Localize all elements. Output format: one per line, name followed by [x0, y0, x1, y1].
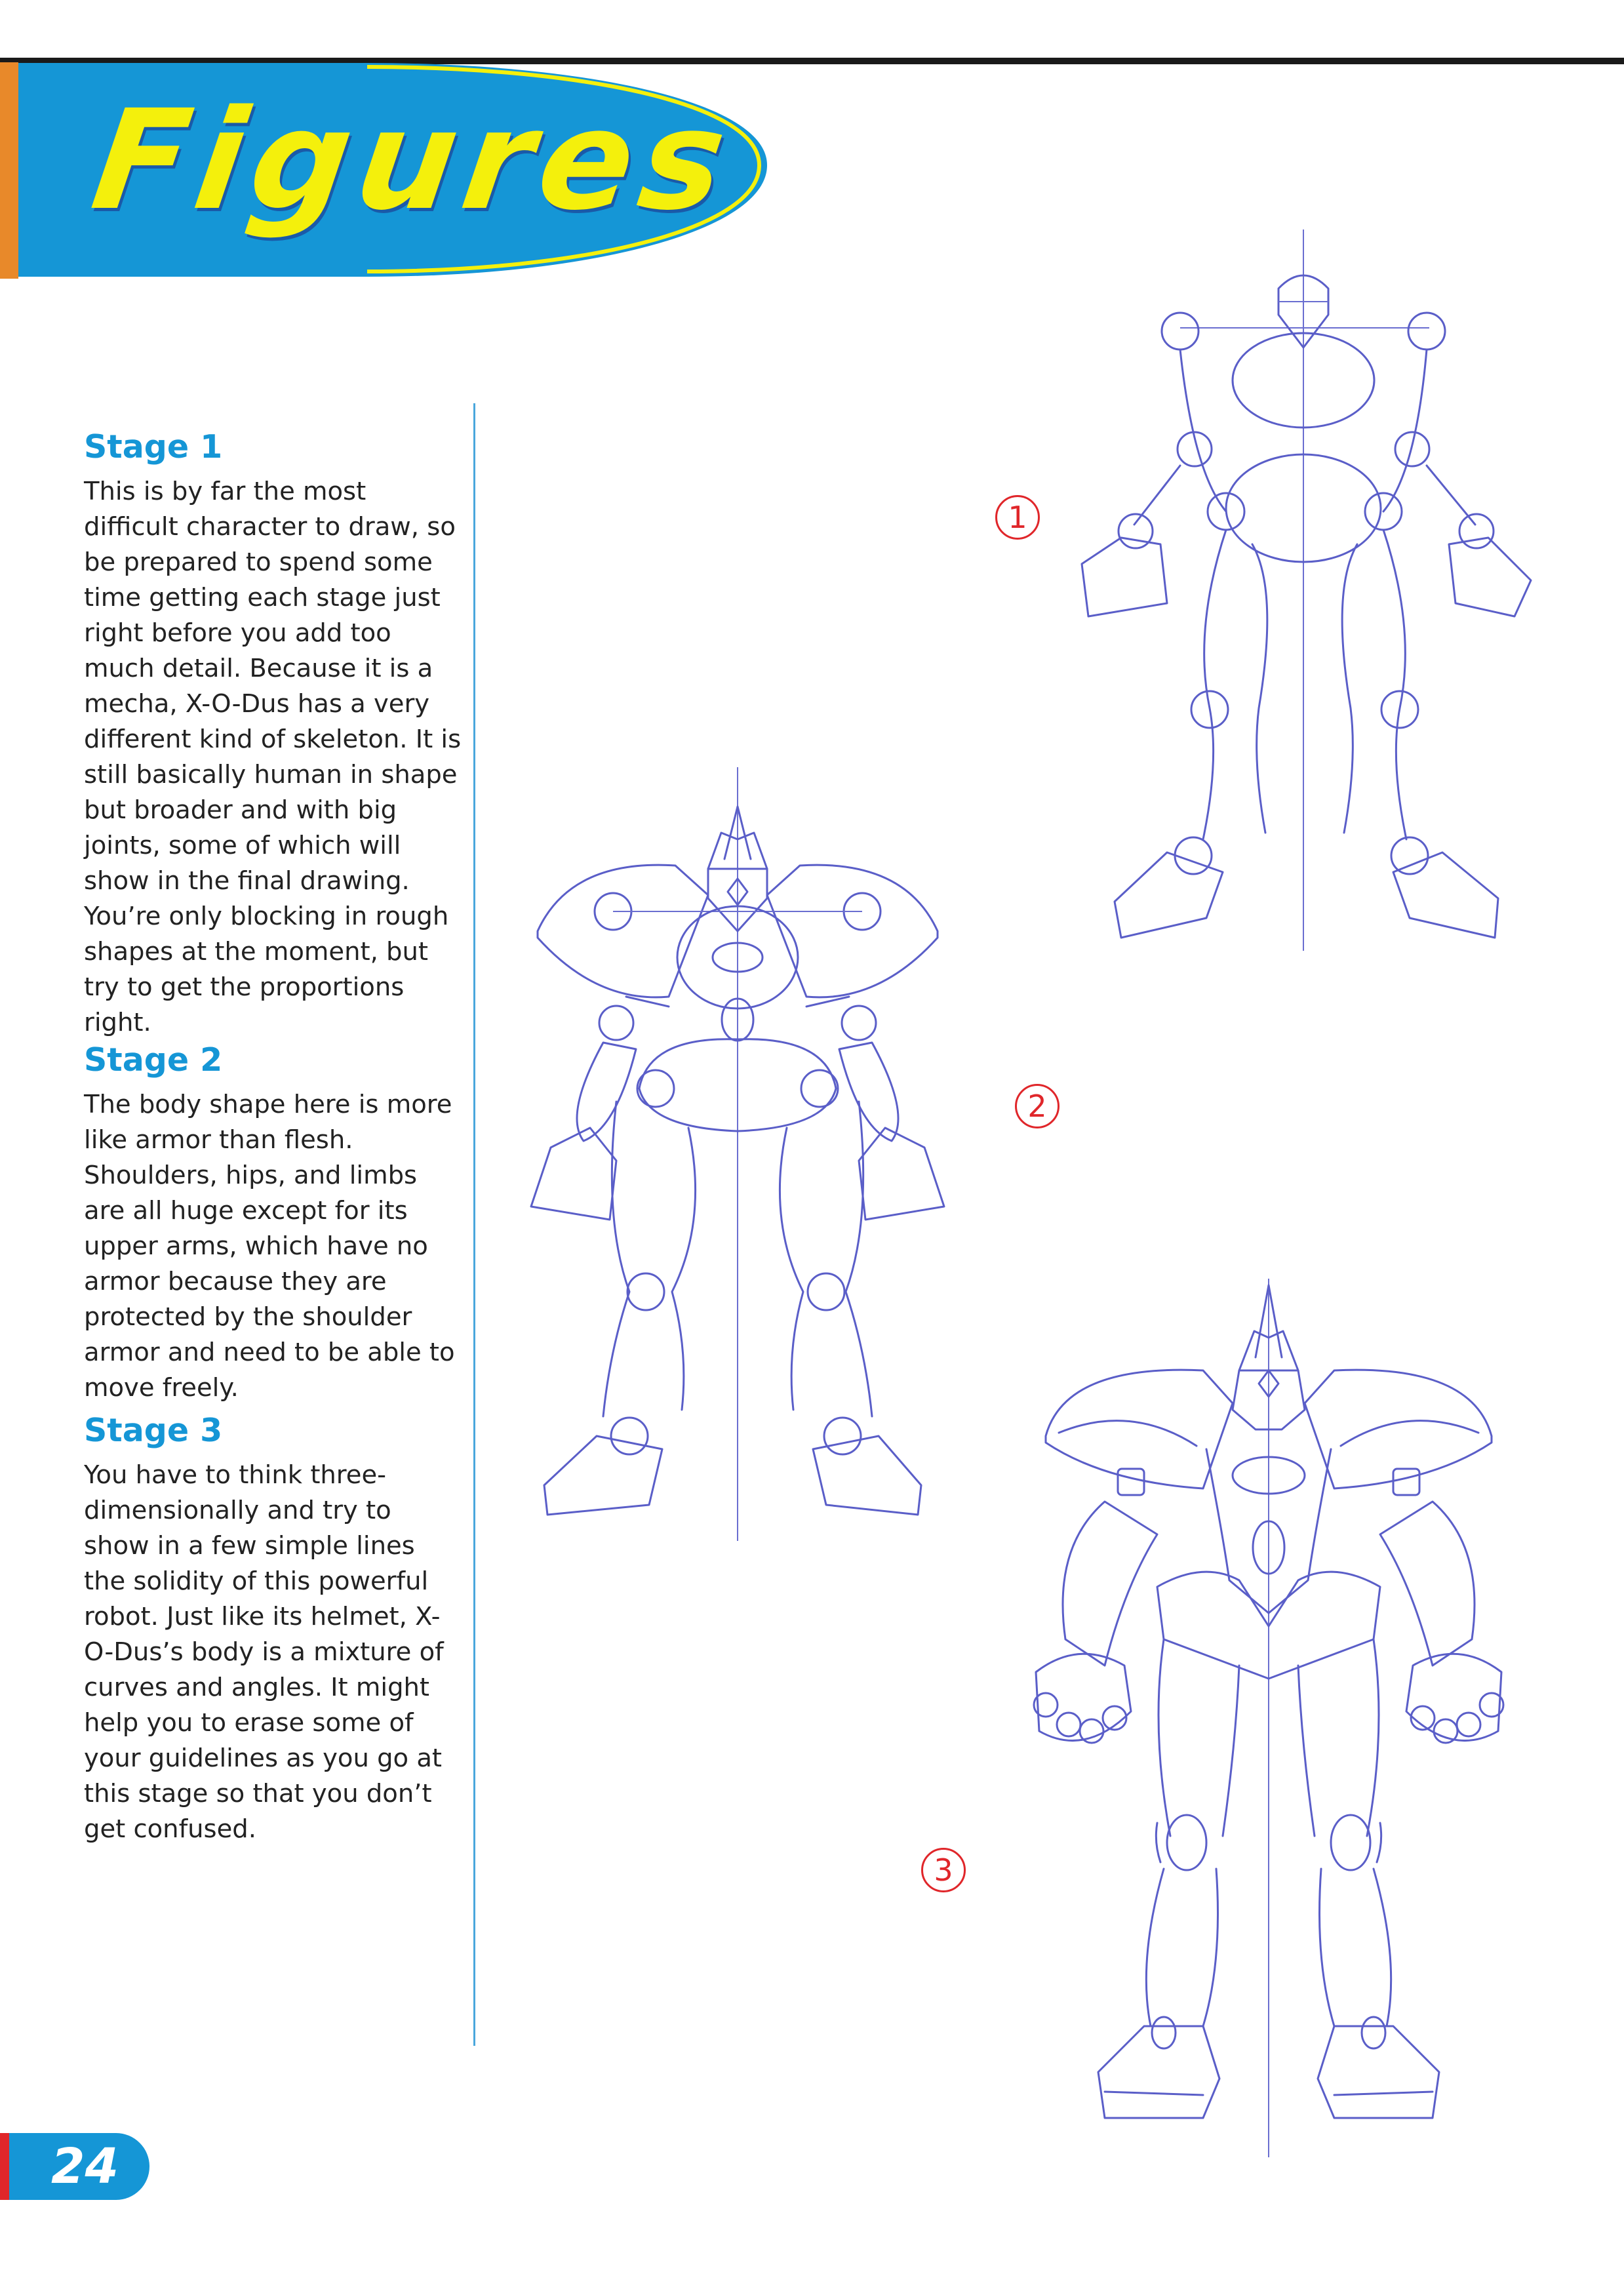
page-number: 24 — [51, 2138, 119, 2195]
page-tab-edge — [0, 2133, 9, 2200]
column-divider — [473, 403, 475, 2046]
stage-1-section — [84, 429, 464, 1041]
stage-3-heading: Stage 3 — [84, 1412, 223, 1449]
stage-1-marker: 1 — [995, 495, 1040, 540]
orange-edge-strip — [0, 62, 18, 279]
stage-2-drawing — [511, 761, 983, 1547]
page-title: Figures — [83, 80, 743, 241]
stage-1-text: This is by far the most difficult character to draw, so be prepared to spend some time getting each stage just right before you add too much detail. Because it is a mecha, X-O-Dus has a very different kind of skeleton. It is still basically human in shape but broader and with big joints, some of which will show in the final drawing. You’re only blocking in rough shapes at the moment, but try to get the proportions right. — [84, 476, 462, 1037]
stage-2-heading: Stage 2 — [84, 1041, 223, 1079]
stage-3-marker: 3 — [921, 1848, 966, 1892]
page-top-margin — [0, 0, 1624, 60]
stage-2-text: The body shape here is more like armor than flesh. Shoulders, hips, and limbs are all huge except for its upper arms, which have no armor because they are protected by the shoulder armor and need to be able to move freely. — [84, 1089, 455, 1403]
stage-1-heading: Stage 1 — [84, 428, 223, 466]
stage-1-drawing — [1062, 223, 1560, 964]
stage-3-section — [84, 1413, 464, 1847]
stage-3-text: You have to think three-dimensionally and try to show in a few simple lines the solidity of this powerful robot. Just like its helmet, X-O-Dus’s body is a mixture of curves and angles. It might help you to erase some of your guidelines as you go at this stage so that you don’t get confused. — [84, 1460, 444, 1844]
stage-2-marker: 2 — [1015, 1084, 1060, 1128]
stage-2-section — [84, 1043, 464, 1406]
stage-3-drawing — [1006, 1272, 1544, 2164]
